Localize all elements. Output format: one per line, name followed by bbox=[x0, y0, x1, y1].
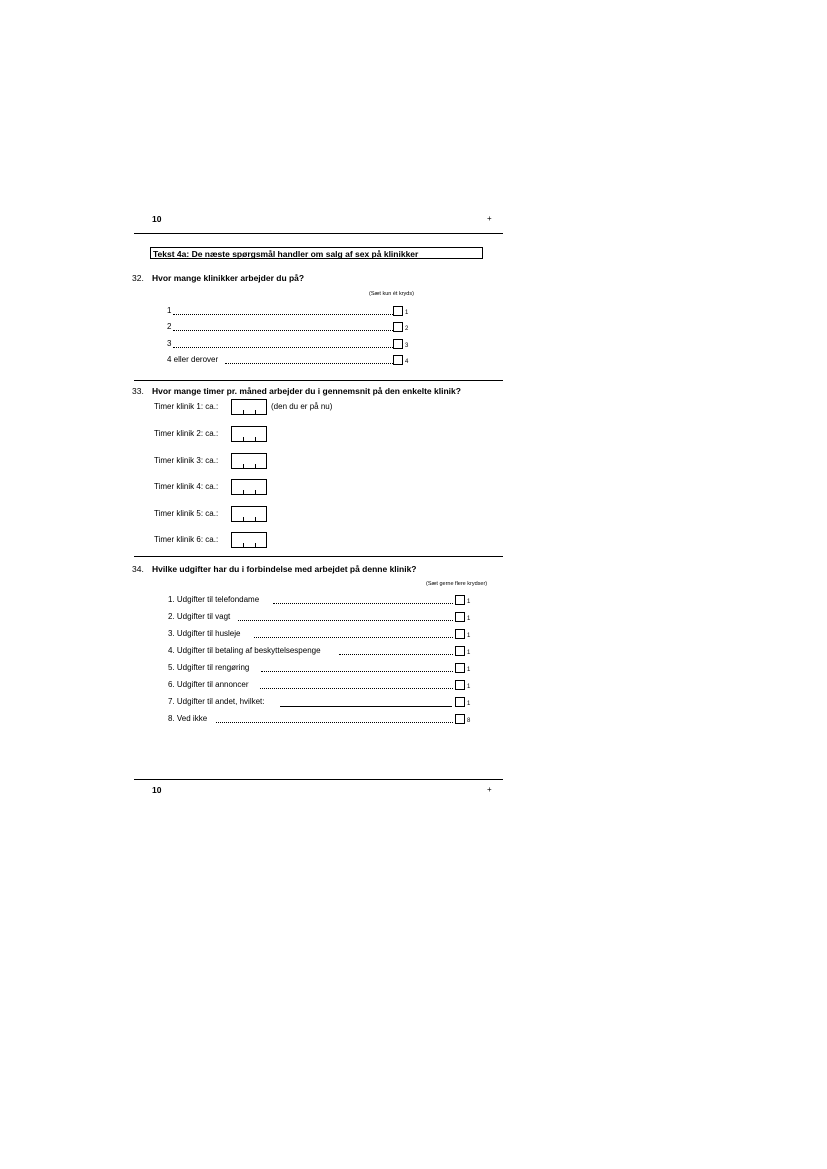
leader-dots bbox=[173, 306, 393, 315]
section-rule bbox=[134, 556, 503, 557]
section-rule bbox=[134, 380, 503, 381]
q32-option-label: 2 bbox=[167, 322, 172, 331]
q33-question: Hvor mange timer pr. måned arbejder du i gennemsnit på den enkelte klinik? bbox=[152, 386, 461, 396]
page-number-top: 10 bbox=[152, 214, 162, 224]
q34-question: Hvilke udgifter har du i forbindelse med arbejdet på denne klinik? bbox=[152, 564, 417, 574]
q34-number: 34. bbox=[132, 564, 144, 574]
q32-option bbox=[167, 355, 412, 365]
leader-dots bbox=[173, 322, 393, 331]
q32-option-label: 1 bbox=[167, 306, 172, 315]
hours-row-label: Timer klinik 6: ca.: bbox=[154, 535, 219, 544]
q34-option-code: 1 bbox=[467, 599, 471, 605]
q34-option-label: 4. Udgifter til betaling af beskyttelsespenge bbox=[168, 646, 321, 655]
q32-option bbox=[167, 322, 412, 332]
hours-row-label: Timer klinik 2: ca.: bbox=[154, 429, 219, 438]
leader-dots bbox=[339, 646, 453, 655]
q34-option-label: 8. Ved ikke bbox=[168, 714, 208, 723]
hours-input-4[interactable] bbox=[231, 479, 267, 495]
leader-dots bbox=[216, 714, 453, 723]
registration-mark-bottom: + bbox=[487, 785, 492, 794]
q32-checkbox-3[interactable] bbox=[393, 339, 403, 349]
page-number-bottom: 10 bbox=[152, 785, 162, 795]
q34-option-label: 6. Udgifter til annoncer bbox=[168, 680, 249, 689]
q32-option bbox=[167, 339, 412, 349]
q34-option bbox=[168, 629, 478, 639]
footer-rule bbox=[134, 779, 503, 780]
q34-option bbox=[168, 680, 478, 690]
q34-option bbox=[168, 697, 478, 707]
hours-row-label: Timer klinik 5: ca.: bbox=[154, 509, 219, 518]
q32-checkbox-1[interactable] bbox=[393, 306, 403, 316]
q32-option-code: 3 bbox=[405, 343, 409, 349]
q34-option-label: 2. Udgifter til vagt bbox=[168, 612, 231, 621]
q34-option-label: 5. Udgifter til rengøring bbox=[168, 663, 250, 672]
leader-dots bbox=[238, 612, 453, 621]
q34-checkbox-3[interactable] bbox=[455, 629, 465, 639]
q34-option-code: 1 bbox=[467, 616, 471, 622]
q32-option-code: 2 bbox=[405, 326, 409, 332]
q34-option bbox=[168, 595, 478, 605]
hours-input-2[interactable] bbox=[231, 426, 267, 442]
q32-option-label: 4 eller derover bbox=[167, 355, 219, 364]
q34-option bbox=[168, 663, 478, 673]
q32-checkbox-2[interactable] bbox=[393, 322, 403, 332]
q34-checkbox-6[interactable] bbox=[455, 680, 465, 690]
header-rule bbox=[134, 233, 503, 234]
q32-option bbox=[167, 306, 412, 316]
q34-checkbox-4[interactable] bbox=[455, 646, 465, 656]
q34-option-code: 1 bbox=[467, 667, 471, 673]
hours-row-label: Timer klinik 3: ca.: bbox=[154, 456, 219, 465]
q34-option-code: 8 bbox=[467, 718, 471, 724]
hours-input-6[interactable] bbox=[231, 532, 267, 548]
q34-option-code: 1 bbox=[467, 650, 471, 656]
q32-checkbox-4[interactable] bbox=[393, 355, 403, 365]
hours-row-label: Timer klinik 1: ca.: bbox=[154, 402, 219, 411]
q34-option-label: 1. Udgifter til telefondame bbox=[168, 595, 260, 604]
q34-option-code: 1 bbox=[467, 701, 471, 707]
q34-option-code: 1 bbox=[467, 633, 471, 639]
leader-dots bbox=[273, 595, 453, 604]
q32-number: 32. bbox=[132, 273, 144, 283]
q34-option-label: 3. Udgifter til husleje bbox=[168, 629, 241, 638]
leader-dots bbox=[254, 629, 453, 638]
leader-dots bbox=[260, 680, 453, 689]
q34-option bbox=[168, 714, 478, 724]
leader-dots bbox=[225, 355, 393, 364]
q34-option-label: 7. Udgifter til andet, hvilket: bbox=[168, 697, 265, 706]
q34-checkbox-5[interactable] bbox=[455, 663, 465, 673]
hours-row-label: Timer klinik 4: ca.: bbox=[154, 482, 219, 491]
q32-question: Hvor mange klinikker arbejder du på? bbox=[152, 273, 305, 283]
leader-dots bbox=[261, 663, 453, 672]
q34-checkbox-1[interactable] bbox=[455, 595, 465, 605]
registration-mark-top: + bbox=[487, 214, 492, 223]
q32-option-code: 1 bbox=[405, 310, 409, 316]
q33-number: 33. bbox=[132, 386, 144, 396]
hours-input-5[interactable] bbox=[231, 506, 267, 522]
hours-input-1[interactable] bbox=[231, 399, 267, 415]
q32-note: (Sæt kun ét kryds) bbox=[369, 291, 414, 297]
other-specify-field[interactable] bbox=[280, 706, 452, 707]
q34-option bbox=[168, 612, 478, 622]
q34-note: (Sæt gerne flere krydser) bbox=[426, 581, 488, 587]
q32-option-code: 4 bbox=[405, 359, 409, 365]
q32-option-label: 3 bbox=[167, 339, 172, 348]
q34-option-code: 1 bbox=[467, 684, 471, 690]
q34-option bbox=[168, 646, 478, 656]
section-banner: Tekst 4a: De næste spørgsmål handler om salg af sex på klinikker bbox=[150, 247, 483, 259]
q34-checkbox-8[interactable] bbox=[455, 714, 465, 724]
hours-input-3[interactable] bbox=[231, 453, 267, 469]
q34-checkbox-2[interactable] bbox=[455, 612, 465, 622]
leader-dots bbox=[173, 339, 393, 348]
hours-row-note: (den du er på nu) bbox=[271, 402, 333, 411]
q34-checkbox-7[interactable] bbox=[455, 697, 465, 707]
